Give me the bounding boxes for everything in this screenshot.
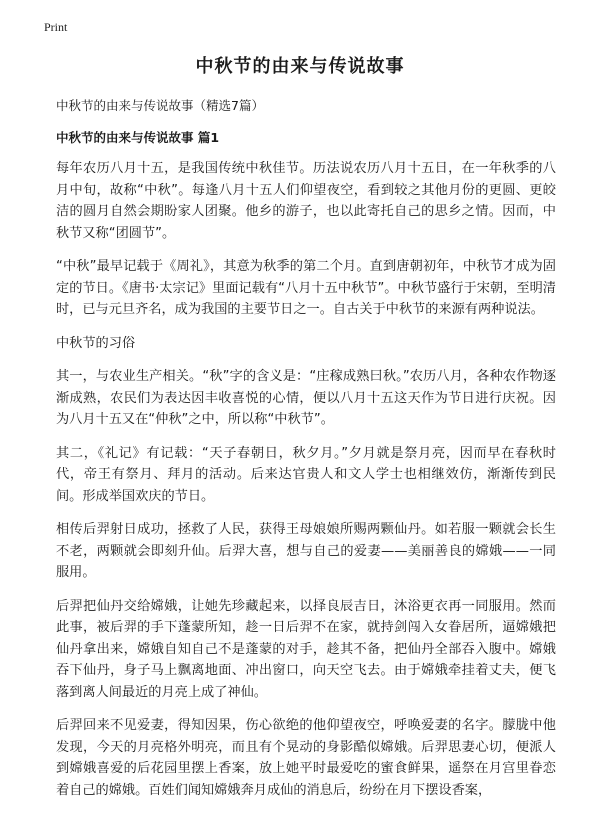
customs-heading: 中秋节的习俗	[56, 335, 136, 351]
paragraph-agriculture: 其一，与农业生产相关。“秋”字的含义是：“庄稼成熟曰秋。”农历八月，各种农作物逐渐成熟，农民们为表达因丰收喜悦的心情，便以八月十五这天作为节日进行庆祝。因为八月十五又在“仲秋”之中，所以称“中秋节”。	[56, 369, 556, 427]
paragraph-worship: 后羿回来不见爱妻，得知因果，伤心欲绝的他仰望夜空，呼唤爱妻的名字。朦胧中他发现，今天的月亮格外明亮，而且有个晃动的身影酷似嫦娥。后羿思妻心切，便派人到嫦娥喜爱的后花园里摆上香案，放上她平时最爱吃的蜜食鲜果，遥祭在月宫里眷恋着自己的嫦娥。百姓们闻知嫦娥奔月成仙的消息后，纷纷在月下摆设香案，	[56, 718, 556, 798]
section-heading: 中秋节的由来与传说故事 篇1	[56, 130, 220, 145]
paragraph-change: 后羿把仙丹交给嫦娥，让她先珍藏起来，以择良辰吉日，沐浴更衣再一同服用。然而此事，被后羿的手下蓬蒙所知，趁一日后羿不在家，就持剑闯入女眷居所，逼嫦娥把仙丹拿出来，嫦娥自知自己不是蓬蒙的对手，趁其不备，把仙丹全部吞入腹中。嫦娥吞下仙丹，身子马上飘离地面、冲出窗口，向天空飞去。由于嫦娥牵挂着丈夫，便飞落到离人间最近的月亮上成了神仙。	[56, 598, 556, 700]
article-body	[56, 158, 556, 813]
paragraph-houyi: 相传后羿射日成功，拯救了人民，获得王母娘娘所赐两颗仙丹。如若服一颗就会长生不老，两颗就会即刻升仙。后羿大喜，想与自己的爱妻——美丽善良的嫦娥——一同服用。	[56, 522, 556, 580]
paragraph-liji: 其二，《礼记》有记载：“天子春朝日，秋夕月。”夕月就是祭月亮，因而早在春秋时代，帝王有祭月、拜月的活动。后来达官贵人和文人学士也相继效仿，渐渐传到民间。形成举国欢庆的节日。	[56, 445, 556, 504]
page-title: 中秋节的由来与传说故事	[195, 56, 405, 77]
print-link[interactable]: Print	[44, 20, 68, 34]
paragraph-origin: 每年农历八月十五，是我国传统中秋佳节。历法说农历八月十五日，在一年秋季的八月中旬，故称“中秋”。每逢八月十五人们仰望夜空，看到较之其他月份的更圆、更皎洁的圆月自然会期盼家人团聚。他乡的游子，也以此寄托自己的思乡之情。因而，中秋节又称“团圆节”。	[56, 161, 556, 241]
document-subtitle: 中秋节的由来与传说故事（精选7篇）	[56, 98, 264, 113]
paragraph-history: “中秋”最早记载于《周礼》，其意为秋季的第二个月。直到唐朝初年，中秋节才成为固定的节日。《唐书·太宗记》里面记载有“八月十五中秋节”。中秋节盛行于宋朝，至明清时，已与元旦齐名，成为我国的主要节日之一。自古关于中秋节的来源有两种说法。	[56, 259, 556, 317]
